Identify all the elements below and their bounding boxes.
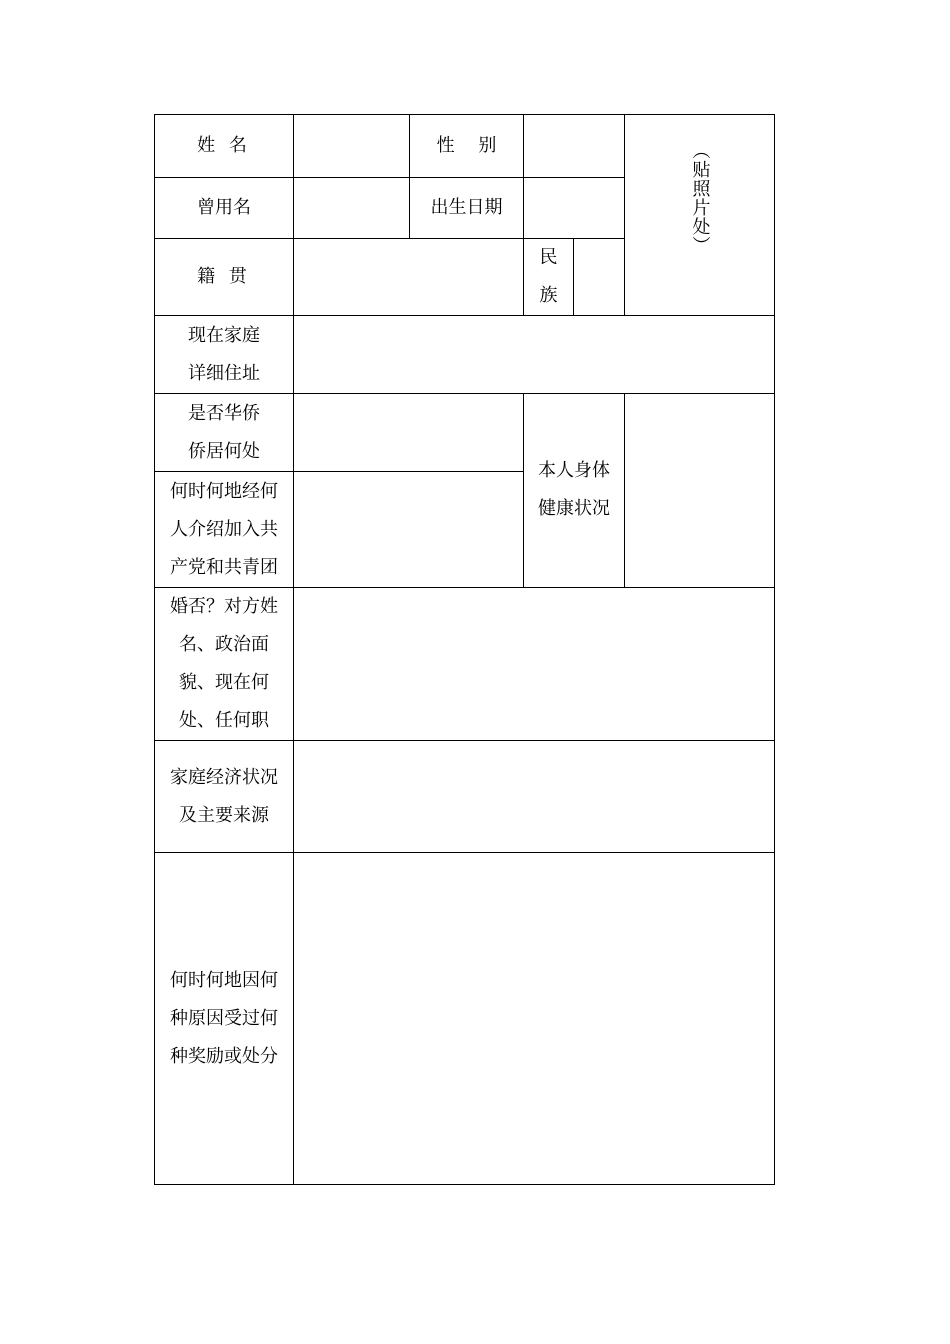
ethnicity-label: 民族 [524, 239, 574, 316]
photo-area[interactable] [625, 115, 775, 316]
native-place-field[interactable] [294, 239, 524, 316]
birth-date-field[interactable] [524, 178, 625, 239]
ethnicity-field[interactable] [574, 239, 625, 316]
gender-field[interactable] [524, 115, 625, 178]
name-label: 姓 名 [155, 115, 294, 178]
party-join-label: 何时何地经何人介绍加入共产党和共青团 [155, 472, 294, 588]
native-place-label: 籍 贯 [155, 239, 294, 316]
address-label: 现在家庭详细住址 [155, 316, 294, 394]
name-field[interactable] [294, 115, 410, 178]
address-field[interactable] [294, 316, 775, 394]
economy-field[interactable] [294, 741, 775, 853]
overseas-label: 是否华侨侨居何处 [155, 394, 294, 472]
photo-label: （贴照片处） [689, 141, 711, 255]
rewards-field[interactable] [294, 853, 775, 1185]
overseas-field[interactable] [294, 394, 524, 472]
party-join-field[interactable] [294, 472, 524, 588]
gender-label: 性 别 [410, 115, 524, 178]
rewards-label: 何时何地因何种原因受过何种奖励或处分 [155, 853, 294, 1185]
former-name-field[interactable] [294, 178, 410, 239]
registration-form-table [154, 114, 775, 1185]
marriage-label: 婚否？对方姓名、政治面貌、现在何处、任何职 [155, 588, 294, 741]
economy-label: 家庭经济状况及主要来源 [155, 741, 294, 853]
health-field[interactable] [625, 394, 775, 588]
marriage-field[interactable] [294, 588, 775, 741]
health-label: 本人身体健康状况 [524, 394, 625, 588]
birth-date-label: 出生日期 [410, 178, 524, 239]
former-name-label: 曾用名 [155, 178, 294, 239]
